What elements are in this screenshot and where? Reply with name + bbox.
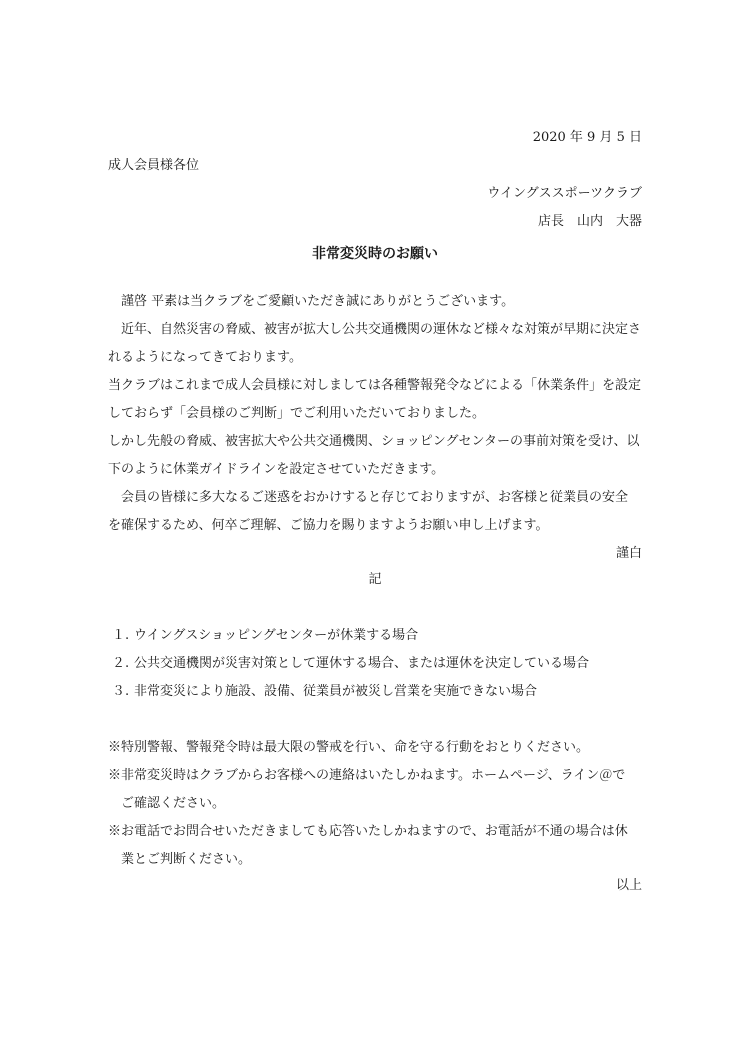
body-line: 下のように休業ガイドラインを設定させていただきます。: [108, 462, 445, 477]
list-item: [112, 655, 589, 673]
note-line: ご確認ください。: [108, 796, 226, 811]
body-line: れるようになってきております。: [108, 350, 302, 365]
list-number: ３.: [112, 684, 130, 699]
note-line: ※お電話でお問合せいただきましても応答いたしかねますので、お電話が不通の場合は休: [108, 824, 628, 839]
recipient-line: 成人会員様各位: [108, 158, 200, 173]
signatory-name: 店長 山内 大器: [537, 214, 642, 229]
body-line: 謹啓 平素は当クラブをご愛顧いただき誠にありがとうございます。: [108, 294, 515, 309]
list-text: 非常変災により施設、設備、従業員が被災し営業を実施できない場合: [134, 684, 538, 699]
organization-name: ウイングススポーツクラブ: [487, 186, 642, 201]
note-line: ※非常変災時はクラブからお客様への連絡はいたしかねます。ホームページ、ライン＠で: [108, 768, 626, 783]
closing-keihaku: 謹白: [615, 546, 642, 561]
body-line: 会員の皆様に多大なるご迷惑をおかけすると存じておりますが、お客様と従業員の安全: [108, 490, 629, 505]
body-line: を確保するため、何卒ご理解、ご協力を賜りますようお願い申し上げます。: [108, 518, 549, 533]
closing-ijou: 以上: [615, 878, 642, 893]
note-line: 業とご判断ください。: [108, 852, 252, 867]
list-text: ウイングスショッピングセンターが休業する場合: [134, 628, 419, 643]
body-line: しかし先般の脅威、被害拡大や公共交通機関、ショッピングセンターの事前対策を受け、以: [108, 434, 640, 449]
document-date: 2020 年 9 月 5 日: [532, 130, 642, 145]
list-text: 公共交通機関が災害対策として運休する場合、または運休を決定している場合: [134, 656, 590, 671]
ki-heading: 記: [368, 572, 382, 587]
list-item: [112, 683, 537, 701]
body-line: 近年、自然災害の脅威、被害が拡大し公共交通機関の運休など様々な対策が早期に決定さ: [108, 322, 642, 337]
body-line: しておらず「会員様のご判断」でご利用いただいておりました。: [108, 406, 486, 421]
list-number: ２.: [112, 656, 130, 671]
document-title: 非常変災時のお願い: [312, 246, 438, 262]
list-item: [112, 627, 418, 645]
body-line: 当クラブはこれまで成人会員様に対しましては各種警報発令などによる「休業条件」を設定: [108, 378, 642, 393]
list-number: １.: [112, 628, 130, 643]
note-line: ※特別警報、警報発令時は最大限の警戒を行い、命を守る行動をおとりください。: [108, 740, 590, 755]
